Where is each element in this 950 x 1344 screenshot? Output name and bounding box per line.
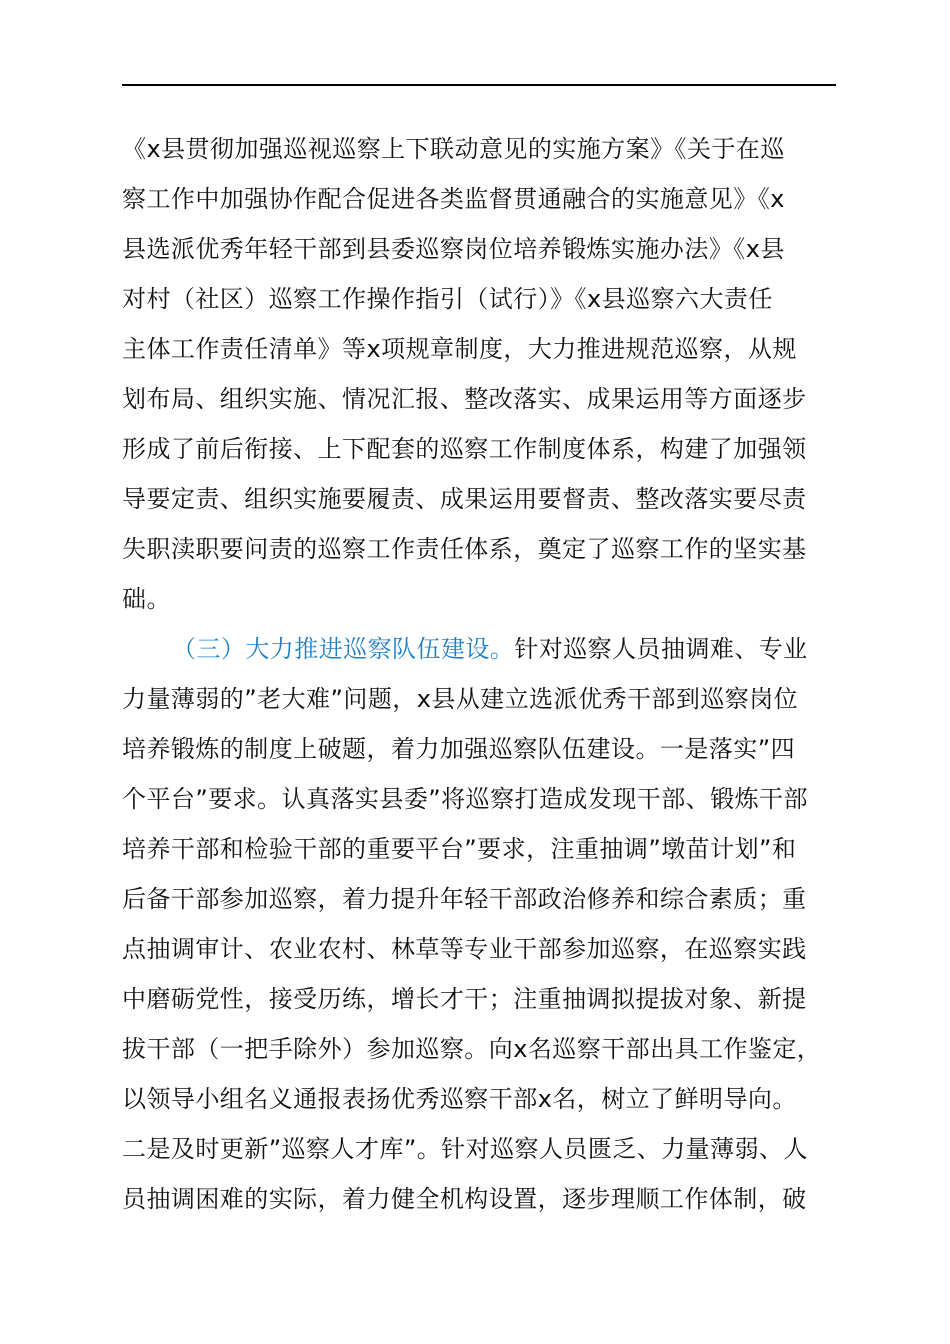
section-line-1: 力量薄弱的”老大难”问题，x县从建立选派优秀干部到巡察岗位 (122, 685, 799, 713)
paragraph-line-4: 对村（社区）巡察工作操作指引（试行）》《x县巡察六大责任 (122, 285, 773, 313)
section-line-8: 拔干部（一把手除外）参加巡察。向x名巡察干部出具工作鉴定， (122, 1035, 822, 1063)
paragraph-line-10: 础。 (122, 585, 171, 613)
section-heading: （三）大力推进巡察队伍建设。 (172, 635, 515, 663)
paragraph-line-9: 失职渎职要问责的巡察工作责任体系，奠定了巡察工作的坚实基 (122, 535, 807, 563)
paragraph-line-3: 县选派优秀年轻干部到县委巡察岗位培养锻炼实施办法》《x县 (122, 235, 785, 263)
paragraph-line-2: 察工作中加强协作配合促进各类监督贯通融合的实施意见》《x (122, 185, 785, 213)
paragraph-line-8: 导要定责、组织实施要履责、成果运用要督责、整改落实要尽责 (122, 485, 807, 513)
section-line-4: 培养干部和检验干部的重要平台”要求，注重抽调”墩苗计划”和 (122, 835, 797, 863)
paragraph-line-7: 形成了前后衔接、上下配套的巡察工作制度体系，构建了加强领 (122, 435, 807, 463)
section-line-11: 员抽调困难的实际，着力健全机构设置，逐步理顺工作体制，破 (122, 1185, 807, 1213)
paragraph-line-5: 主体工作责任清单》等x项规章制度，大力推进规范巡察，从规 (122, 335, 797, 363)
section-line-7: 中磨砺党性，接受历练，增长才干；注重抽调拟提拔对象、新提 (122, 985, 807, 1013)
section-line-9: 以领导小组名义通报表扬优秀巡察干部x名，树立了鲜明导向。 (122, 1085, 797, 1113)
section-line-6: 点抽调审计、农业农村、林草等专业干部参加巡察，在巡察实践 (122, 935, 807, 963)
paragraph-line-6: 划布局、组织实施、情况汇报、整改落实、成果运用等方面逐步 (122, 385, 807, 413)
paragraph-line-1: 《x县贯彻加强巡视巡察上下联动意见的实施方案》《关于在巡 (122, 135, 785, 163)
section-line-5: 后备干部参加巡察，着力提升年轻干部政治修养和综合素质；重 (122, 885, 807, 913)
section-line-2: 培养锻炼的制度上破题，着力加强巡察队伍建设。一是落实”四 (122, 735, 796, 763)
section-lead-text: 针对巡察人员抽调难、专业 (514, 635, 808, 663)
section-line-10: 二是及时更新”巡察人才库”。针对巡察人员匮乏、力量薄弱、人 (122, 1135, 808, 1163)
header-rule (122, 84, 836, 86)
section-line-3: 个平台”要求。认真落实县委”将巡察打造成发现干部、锻炼干部 (122, 785, 808, 813)
section-first-line (172, 634, 808, 664)
